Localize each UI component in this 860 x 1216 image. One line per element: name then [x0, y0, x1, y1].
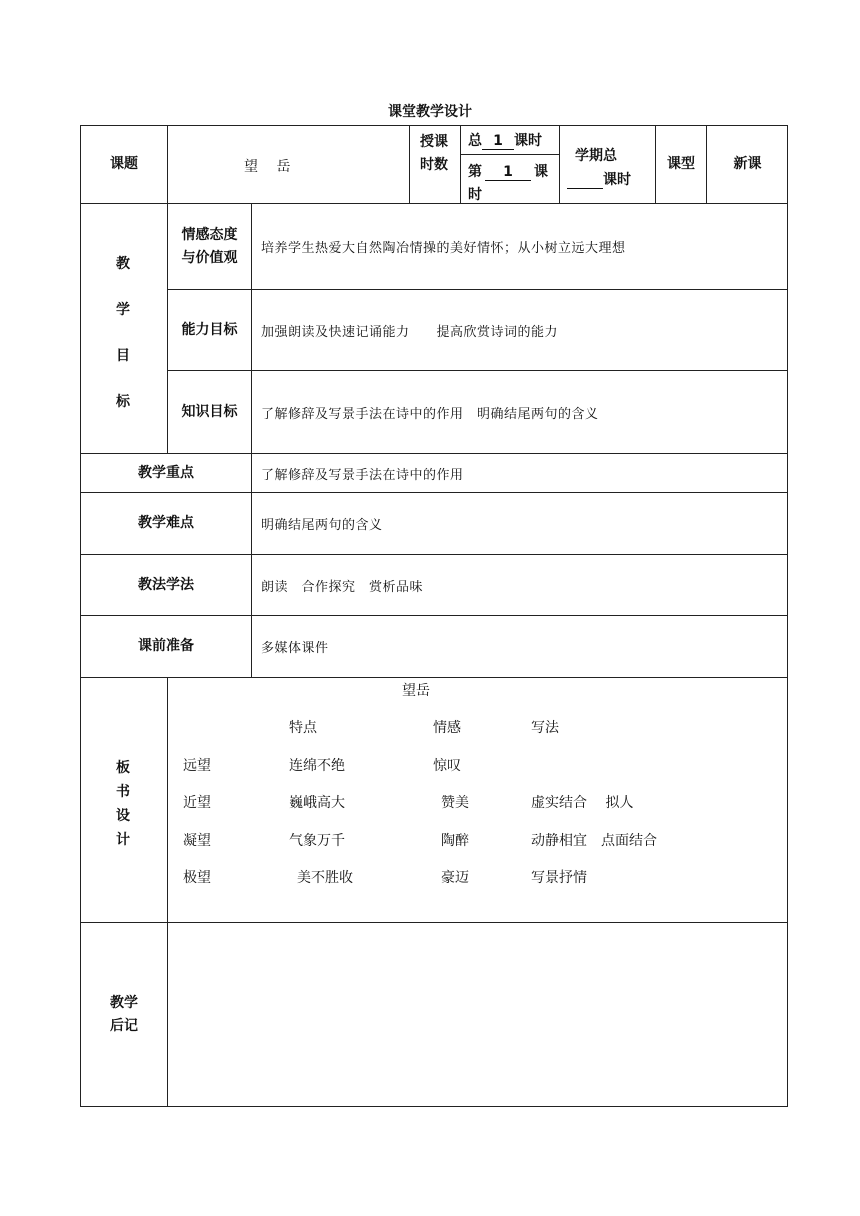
- board-row-feature: 连绵不绝: [289, 758, 345, 774]
- emotion-objective-label: 情感态度 与价值观: [181, 227, 238, 266]
- board-row-view: 凝望: [183, 833, 211, 849]
- board-row-feature: 气象万千: [289, 833, 345, 849]
- board-row-view: 远望: [183, 758, 211, 774]
- board-row-feature: 美不胜收: [297, 870, 353, 886]
- topic-label: 课题: [110, 156, 138, 173]
- ability-objective-label: 能力目标: [181, 321, 238, 338]
- difficulties-label: 教学难点: [138, 515, 194, 532]
- board-label-3: 设: [116, 808, 130, 824]
- difficulties-text: 明确结尾两句的含义: [261, 518, 383, 533]
- methods-label: 教法学法: [138, 576, 194, 593]
- knowledge-objective-text: 了解修辞及写景手法在诗中的作用 明确结尾两句的含义: [261, 406, 599, 422]
- knowledge-objective-label: 知识目标: [181, 403, 238, 420]
- ability-objective-text: 加强朗读及快速记诵能力 提高欣赏诗词的能力: [261, 324, 559, 340]
- board-row-method: 虚实结合 拟人: [531, 795, 634, 811]
- board-row-view: 极望: [183, 870, 211, 886]
- methods-text: 朗读 合作探究 赏析品味: [261, 579, 424, 595]
- board-label-2: 书: [116, 784, 130, 800]
- objectives-label-1: 教: [116, 256, 130, 272]
- board-row-emotion: 惊叹: [433, 758, 461, 774]
- board-row-method: 动静相宜 点面结合: [531, 833, 657, 849]
- key-points-label: 教学重点: [138, 464, 194, 481]
- board-label-1: 板: [116, 760, 130, 776]
- total-hours-value: 1: [482, 133, 514, 150]
- nth-hour-suffix: 时: [468, 187, 482, 203]
- key-points-text: 了解修辞及写景手法在诗中的作用: [261, 467, 464, 483]
- objectives-label-2: 学: [116, 302, 130, 318]
- type-label: 课型: [667, 156, 695, 173]
- hours-label-1: 授课: [420, 134, 448, 150]
- page-title: 课堂教学设计: [388, 104, 472, 120]
- preparation-text: 多媒体课件: [261, 641, 329, 656]
- objectives-label-3: 目: [116, 348, 130, 364]
- board-header-method: 写法: [531, 720, 559, 736]
- nth-hour: 第 1 课: [468, 164, 548, 180]
- term-label: 学期总: [575, 148, 617, 164]
- term-hours: 课时: [567, 169, 631, 189]
- nth-hour-value: 1: [485, 164, 531, 181]
- total-hours: 总 1 课时: [468, 133, 542, 149]
- reflection-content[interactable]: [168, 923, 787, 1106]
- reflection-label: 教学 后记: [110, 995, 138, 1034]
- preparation-label: 课前准备: [138, 638, 194, 655]
- board-header-feature: 特点: [289, 720, 317, 736]
- emotion-objective-text: 培养学生热爱大自然陶冶情操的美好情怀；从小树立远大理想: [261, 241, 626, 256]
- board-header-emotion: 情感: [433, 720, 461, 736]
- type-value: 新课: [733, 156, 762, 173]
- board-row-view: 近望: [183, 795, 211, 811]
- board-row-method: 写景抒情: [531, 870, 587, 886]
- objectives-label-4: 标: [116, 394, 130, 410]
- board-row-emotion: 陶醉: [441, 833, 469, 849]
- board-label-4: 计: [116, 832, 130, 848]
- board-row-emotion: 赞美: [441, 795, 469, 811]
- topic-value: 望 岳: [244, 159, 291, 175]
- board-row-emotion: 豪迈: [441, 870, 469, 886]
- board-row-feature: 巍峨高大: [289, 795, 345, 811]
- board-heading: 望岳: [402, 683, 430, 699]
- hours-label-2: 时数: [420, 157, 448, 173]
